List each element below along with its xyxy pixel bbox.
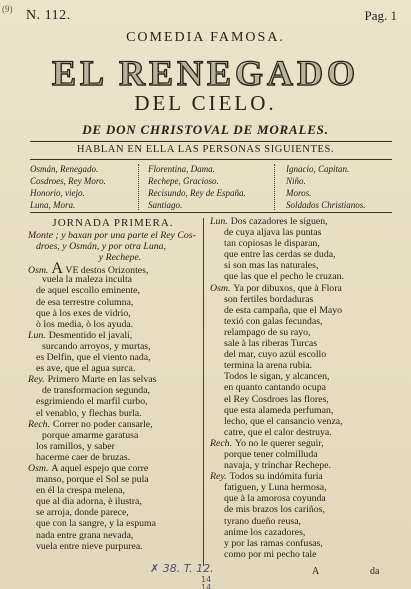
line-text: de esta campaña, que el Mayo	[224, 304, 343, 316]
play-title: EL RENEGADO	[51, 53, 360, 93]
line-text: Ya por dibuxos, que à Flora	[233, 282, 342, 294]
line-text: Todos le sigan, y alcancen,	[224, 371, 330, 383]
line-text: Desmentido el javalí,	[48, 329, 133, 341]
line-text: de transformacion segunda,	[42, 385, 151, 397]
verse-line	[210, 227, 388, 238]
verse-line	[210, 360, 388, 371]
cast-entry: Soldados Christianos.	[286, 200, 366, 210]
rule-mid	[30, 159, 392, 160]
line-text: relampago de su rayo,	[224, 326, 311, 338]
speech-line	[28, 330, 198, 341]
line-text: que à la amorosa coyunda	[224, 493, 326, 505]
verse-line	[28, 518, 198, 529]
manuscript-subnote: 14 14	[201, 575, 212, 589]
cast-entry: Niño.	[286, 176, 306, 186]
line-text: en él la crespa melena,	[36, 485, 125, 497]
text-column-right	[210, 216, 388, 560]
speech-line	[210, 471, 388, 482]
line-text: de cuya aljava las puntas	[224, 227, 322, 239]
page-number: Pag. 1	[364, 8, 397, 23]
speech-line	[210, 438, 388, 449]
line-text: texió con galas fecundas,	[224, 315, 323, 327]
cast-list	[30, 163, 394, 211]
line-text: que esta alameda perfuman,	[224, 404, 334, 416]
drop-cap: A	[51, 260, 63, 278]
verse-line	[28, 408, 198, 419]
rule-bottom	[30, 212, 392, 213]
verse-line	[210, 260, 388, 271]
verse-line	[210, 527, 388, 538]
verse-line	[28, 430, 198, 441]
line-text: es Delfin, que el viento nada,	[36, 352, 151, 364]
verse-line	[210, 449, 388, 460]
line-text: hacerme caer de bruzas.	[36, 451, 131, 463]
speaker-label: Osm.	[28, 462, 49, 474]
verse-line	[28, 530, 198, 541]
line-text: vuela entre nieve purpurea.	[36, 540, 143, 552]
verse-line	[28, 297, 198, 308]
verse-line	[28, 308, 198, 319]
line-text: como por mi pecho tale	[224, 548, 317, 560]
line-text: que à los exes de vidrio,	[36, 307, 131, 319]
line-text: Primero Marte en las selvas	[47, 374, 157, 386]
cast-column-3	[286, 163, 366, 211]
verse-line	[28, 496, 198, 507]
line-text: es ave, que el agua surca.	[36, 363, 136, 375]
line-text: Yo no le querer seguir,	[235, 437, 324, 449]
speaker-label: Lun.	[210, 216, 228, 227]
line-text: ò los media, ò los ayuda.	[36, 318, 134, 330]
line-text: los ramillos, y saber	[36, 440, 115, 452]
cast-heading: HABLAN EN ELLA LAS PERSONAS SIGUIENTES.	[76, 144, 335, 155]
line-text: porque amarme garatusa	[42, 429, 139, 441]
line-text: el venablo, y flechas burla.	[36, 407, 142, 419]
margin-mark: (9)	[2, 4, 13, 14]
line-text: droes, y Osmán, y por otra Luna,	[36, 241, 166, 253]
line-text: lecho, que el cansancio venza,	[224, 415, 343, 427]
verse-line	[28, 285, 198, 296]
line-text: Dos cazadores le siguen,	[230, 216, 328, 227]
verse-line	[210, 482, 388, 493]
verse-line	[210, 538, 388, 549]
verse-line	[28, 319, 198, 330]
manuscript-shelfmark: ✗ 38. T. 12.	[150, 562, 214, 575]
rule-top	[30, 141, 392, 142]
act-heading	[28, 216, 198, 230]
comedia-heading: COMEDIA FAMOSA.	[126, 30, 285, 45]
speech-line	[28, 260, 198, 278]
speech-line	[210, 216, 388, 227]
verse-line	[210, 394, 388, 405]
line-text: surcando arroyos, y murtas,	[42, 340, 151, 352]
line-text: del mar, cuyo azúl escollo	[224, 349, 327, 361]
verse-line	[210, 493, 388, 504]
signature-mark: A	[312, 566, 320, 577]
cast-entry: Cosdroes, Rey Moro.	[30, 176, 106, 186]
line-text: termina la arena rubia.	[224, 360, 313, 372]
line-text: de aquel escollo eminente,	[36, 285, 140, 297]
line-text: que las que el pecho le cruzan.	[224, 271, 344, 283]
line-text: Todos su indómita furia	[229, 471, 323, 483]
line-text: fatiguen, y Luna hermosa,	[224, 482, 327, 494]
line-text: que al dia adorna, è ilustra,	[36, 496, 142, 508]
verse-line	[28, 452, 198, 463]
line-text: tan copiosas le disparan,	[224, 238, 320, 250]
verse-line	[210, 460, 388, 471]
verse-line	[28, 441, 198, 452]
verse-line	[28, 363, 198, 374]
speech-line	[28, 463, 198, 474]
verse-line	[210, 416, 388, 427]
line-text: en quanto cantando ocupa	[224, 382, 327, 394]
cast-entry: Recisundo, Rey de España.	[148, 188, 246, 198]
verse-line	[210, 238, 388, 249]
verse-line	[28, 341, 198, 352]
verse-line	[210, 305, 388, 316]
line-text: de mis brazos los cariños,	[224, 504, 325, 516]
line-text: esgrimiendo el marfil curbo,	[36, 396, 148, 408]
speaker-label: Osm.	[28, 265, 49, 277]
verse-line	[210, 327, 388, 338]
verse-line	[210, 294, 388, 305]
verse-line	[210, 427, 388, 438]
speaker-label: Lun.	[28, 329, 46, 341]
speaker-label: Osm.	[210, 282, 231, 294]
line-text: VE destos Orizontes,	[65, 265, 149, 277]
line-text: se arroja, donde parece,	[36, 507, 129, 519]
catchword: da	[370, 566, 380, 577]
speech-line	[210, 283, 388, 294]
cast-entry: Osmán, Renegado.	[30, 164, 99, 174]
cast-entry: Rechepe, Gracioso.	[148, 176, 219, 186]
verse-line	[210, 349, 388, 360]
verse-line	[210, 271, 388, 282]
line-text: son fertiles bordaduras	[224, 293, 314, 305]
verse-line	[210, 516, 388, 527]
line-text: sale à las riberas Turcas	[224, 338, 318, 350]
line-text: porque tener colmilluda	[224, 448, 318, 460]
speaker-label: Rey.	[210, 471, 227, 483]
cast-divider	[266, 164, 275, 210]
cast-entry: Ignacio, Capitan.	[286, 164, 350, 174]
line-text: catre, que el calor destruya.	[224, 426, 332, 438]
verse-line	[28, 507, 198, 518]
verse-line	[210, 316, 388, 327]
verse-line	[210, 371, 388, 382]
verse-line	[210, 382, 388, 393]
text-column-left	[28, 216, 198, 552]
verse-line	[28, 396, 198, 407]
verse-line	[28, 274, 198, 285]
cast-divider	[130, 164, 139, 210]
cast-entry: Florentina, Dama.	[148, 164, 215, 174]
line-text: de esa terrestre columna,	[36, 296, 134, 308]
line-text: y Rechepe.	[98, 252, 142, 264]
line-text: nada entre grana nevada,	[36, 529, 134, 541]
line-text: y por las ramas confusas,	[224, 537, 323, 549]
column-divider	[203, 218, 204, 566]
play-subtitle: DEL CIELO.	[134, 91, 277, 115]
speaker-label: Rey.	[28, 374, 45, 386]
line-text: Monte ; y baxan por una parte el Rey Cos-	[28, 230, 196, 241]
verse-line	[210, 249, 388, 260]
speaker-label: Rech.	[210, 437, 233, 449]
cast-entry: Luna, Mora.	[30, 200, 76, 210]
stage-direction-line	[28, 241, 198, 252]
line-text: navaja, y trinchar Rechepe.	[224, 460, 331, 472]
speaker-label: Rech.	[28, 418, 51, 430]
cast-column-1	[30, 163, 106, 211]
line-text: JORNADA PRIMERA.	[52, 217, 174, 229]
speech-line	[28, 419, 198, 430]
line-text: vuela la maleza inculta	[42, 274, 133, 286]
verse-line	[210, 504, 388, 515]
author-line: DE DON CHRISTOVAL DE MORALES.	[82, 122, 329, 137]
line-text: A aquel espejo que corre	[51, 462, 149, 474]
verse-line	[210, 405, 388, 416]
line-text: anime los cazadores,	[224, 526, 306, 538]
play-number: N. 112.	[26, 8, 71, 23]
line-text: si son mas las naturales,	[224, 260, 319, 272]
stage-direction-line	[28, 230, 198, 241]
verse-line	[28, 385, 198, 396]
speech-line	[28, 374, 198, 385]
line-text: manso, porque el Sol se pula	[36, 474, 149, 486]
verse-line	[28, 485, 198, 496]
cast-entry: Honorio, viejo.	[30, 188, 85, 198]
line-text: Correr no poder cansarle,	[53, 418, 153, 430]
line-text: que con la sangre, y la espuma	[36, 518, 156, 530]
cast-entry: Santiago.	[148, 200, 183, 210]
verse-line	[28, 541, 198, 552]
line-text: que entre las cerdas se duda,	[224, 249, 336, 261]
cast-entry: Moros.	[286, 188, 312, 198]
verse-line	[210, 549, 388, 560]
verse-line	[28, 474, 198, 485]
line-text: tyrano dueño reusa,	[224, 515, 301, 527]
line-text: el Rey Cosdroes las flores,	[224, 393, 329, 405]
verse-line	[28, 352, 198, 363]
verse-line	[210, 338, 388, 349]
cast-column-2	[148, 163, 246, 211]
